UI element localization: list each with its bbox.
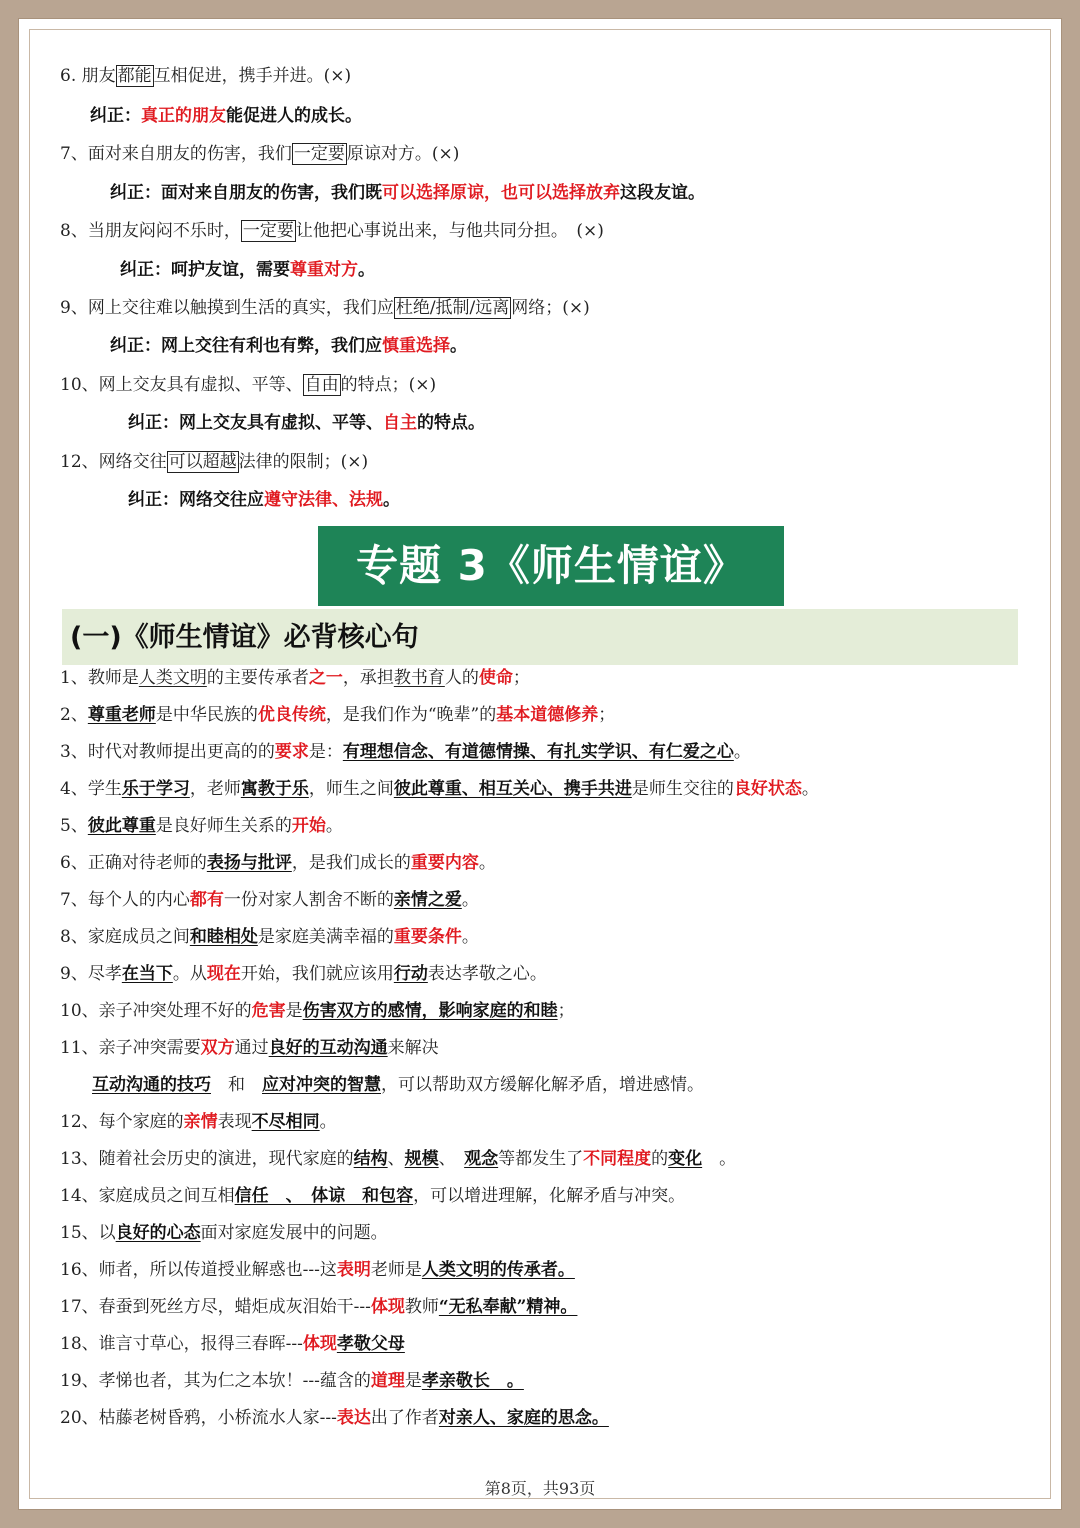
item-number: 11、 [60,1038,99,1058]
highlighted-term: 都有 [189,890,224,910]
underlined-key-term: 亲情之爱 [393,890,462,910]
sentence-text: 表达孝敬之心。 [427,964,547,984]
underlined-key-term: 尊重老师 [87,705,156,725]
underlined-key-term: 不尽相同 [251,1112,320,1132]
sentence-text: 老师是 [370,1260,422,1280]
core-sentence [60,851,496,875]
sentence-text: 是： [308,742,343,762]
sentence-text: 尽孝 [87,964,122,984]
sentence-text: 家庭成员之间 [87,927,190,947]
item-number: 20、 [60,1408,99,1428]
core-sentence [60,666,530,690]
boxed-error-word: 一定要 [293,144,345,164]
correction-label: 纠正： [120,260,171,280]
underlined-term: 人类文明 [138,668,207,688]
item-number: 1、 [60,668,88,688]
underlined-key-term: 行动 [393,964,428,984]
core-sentence [60,1406,609,1430]
statement-text: 的特点；(×) [340,375,437,395]
sentence-text: 亲子冲突处理不好的 [98,1001,252,1021]
item-number: 13、 [60,1149,99,1169]
underlined-key-term: 在当下 [121,964,173,984]
item-number: 12、 [60,1112,99,1132]
correction-key-phrase: 尊重对方 [290,260,358,280]
sentence-text: 是家庭美满幸福的 [257,927,394,947]
statement-text: 法律的限制；(×) [238,452,369,472]
sentence-text: 教师 [404,1297,439,1317]
sentence-text: 表现 [217,1112,252,1132]
underlined-key-term: 彼此尊重 [87,816,156,836]
core-sentence [60,703,615,727]
core-sentence [60,740,751,764]
highlighted-term: 基本道德修养 [496,705,599,725]
underlined-key-term: 孝敬父母 [336,1334,405,1354]
sentence-text: 来解决 [387,1038,439,1058]
core-sentence [60,1295,577,1319]
core-sentence [60,962,547,986]
section-heading: (一)《师生情谊》必背核心句 [62,609,1018,665]
core-sentence [60,777,819,801]
item-number: 8、 [60,927,88,947]
sentence-text: 学生 [87,779,122,799]
correction-line [128,488,400,512]
correction-text: 呵护友谊，需要 [171,260,290,280]
correction-line [128,411,485,435]
sentence-text: ； [512,668,530,688]
underlined-key-term: 人类文明的传承者。 [421,1260,575,1280]
highlighted-term: 重要条件 [393,927,462,947]
item-number: 7、 [60,890,88,910]
correction-text: 网络交往应 [179,490,264,510]
highlighted-term: 使命 [478,668,513,688]
sentence-text: 开始，我们就应该用 [240,964,394,984]
highlighted-term: 体现 [302,1334,337,1354]
correction-text: 。 [358,260,375,280]
statement-text: 朋友 [81,66,116,86]
item-number: 3、 [60,742,88,762]
underlined-key-term: 伤害双方的感情，影响家庭的和睦 [302,1001,558,1021]
item-number: 5、 [60,816,88,836]
item-number: 7、 [60,144,88,164]
core-sentence [60,999,575,1023]
highlighted-term: 之一 [308,668,343,688]
wrong-statement [60,373,436,397]
sentence-text: 枯藤老树昏鸦，小桥流水人家--- [98,1408,337,1428]
correction-label: 纠正： [110,183,161,203]
sentence-text: 随着社会历史的演进，现代家庭的 [98,1149,354,1169]
page-number: 第8页，共93页 [484,1479,596,1498]
sentence-text: 师者，所以传道授业解惑也---这 [98,1260,337,1280]
core-sentence [60,814,343,838]
correction-key-phrase: 真正的朋友 [141,106,226,126]
correction-label: 纠正： [110,336,161,356]
core-sentence [60,925,479,949]
core-sentence [60,1147,736,1171]
highlighted-term: 体现 [370,1297,405,1317]
underlined-key-term: 良好的互动沟通 [268,1038,388,1058]
wrong-statement [60,219,604,243]
item-number: 2、 [60,705,88,725]
underlined-term: 教书育 [393,668,445,688]
underlined-key-term: 结构 [353,1149,388,1169]
core-sentence [60,1221,388,1245]
sentence-text: 的主要传承者 [206,668,309,688]
sentence-text: 通过 [234,1038,269,1058]
highlighted-term: 开始 [291,816,326,836]
correction-key-phrase: 慎重选择 [382,336,450,356]
correction-label: 纠正： [128,413,179,433]
correction-line [90,104,362,128]
statement-text: 网上交往难以触摸到生活的真实，我们应 [87,298,394,318]
sentence-text: 亲子冲突需要 [98,1038,201,1058]
core-sentence [60,1258,575,1282]
underlined-key-term: 孝亲敬长 。 [421,1371,524,1391]
highlighted-term: 良好状态 [733,779,802,799]
correction-text: 的特点。 [417,413,485,433]
correction-label: 纠正： [128,490,179,510]
sentence-text: 是师生交往的 [631,779,734,799]
highlighted-term: 危害 [251,1001,286,1021]
highlighted-term: 道理 [370,1371,405,1391]
correction-line [120,258,375,282]
sentence-text: 。从 [172,964,207,984]
sentence-text: 是良好师生关系的 [155,816,292,836]
statement-text: 互相促进，携手并进。(×) [153,66,352,86]
highlighted-term: 要求 [274,742,309,762]
underlined-key-term: 互动沟通的技巧 [92,1075,211,1095]
correction-label: 纠正： [90,106,141,126]
sentence-text: 、 [387,1149,405,1169]
sentence-text: 教师是 [87,668,139,688]
highlighted-term: 表达 [336,1408,371,1428]
item-number: 4、 [60,779,88,799]
underlined-key-term: “无私奉献”精神。 [438,1297,578,1317]
highlighted-term: 双方 [200,1038,235,1058]
item-number: 8、 [60,221,88,241]
sentence-text: ，是我们作为“晚辈”的 [325,705,497,725]
sentence-text: 出了作者 [370,1408,439,1428]
underlined-key-term: 对亲人、家庭的思念。 [438,1408,609,1428]
sentence-text: ，是我们成长的 [291,853,411,873]
item-number: 18、 [60,1334,99,1354]
sentence-text: 等都发生了 [498,1149,584,1169]
item-number: 16、 [60,1260,99,1280]
highlighted-term: 重要内容 [410,853,479,873]
correction-text: 。 [450,336,467,356]
sentence-text: 。 [702,1149,737,1169]
item-number: 14、 [60,1186,99,1206]
item-number: 12、 [60,452,99,472]
underlined-key-term: 表扬与批评 [206,853,292,873]
correction-line [110,334,467,358]
boxed-error-word: 杜绝/抵制/远离 [395,298,510,318]
item-number: 19、 [60,1371,99,1391]
wrong-statement [60,450,368,474]
sentence-text: 是中华民族的 [155,705,258,725]
sentence-text: 正确对待老师的 [87,853,207,873]
underlined-key-term: 信任 、 体谅 和包容 [234,1186,414,1206]
statement-text: 原谅对方。(×) [346,144,460,164]
sentence-text: 。 [325,816,343,836]
sentence-text: 。 [733,742,751,762]
boxed-error-word: 可以超越 [168,452,237,472]
sentence-text: 是 [285,1001,303,1021]
statement-text: 面对来自朋友的伤害，我们 [87,144,292,164]
underlined-key-term: 规模 [404,1149,439,1169]
underlined-key-term: 乐于学习 [121,779,190,799]
wrong-statement [60,64,351,88]
highlighted-term: 优良传统 [257,705,326,725]
sentence-text: ； [557,1001,575,1021]
sentence-text: 每个家庭的 [98,1112,184,1132]
correction-text: 。 [383,490,400,510]
underlined-key-term: 有理想信念、有道德情操、有扎实学识、有仁爱之心 [342,742,734,762]
underlined-key-term: 观念 [464,1149,499,1169]
correction-text: 能促进人的成长。 [226,106,362,126]
sentence-text: 孝悌也者，其为仁之本欤！---蕴含的 [98,1371,371,1391]
underlined-key-term: 彼此尊重、相互关心、携手共进 [393,779,632,799]
sentence-text: ，师生之间 [308,779,394,799]
sentence-text: ，可以帮助双方缓解化解矛盾，增进感情。 [381,1075,704,1095]
sentence-text: 人的 [444,668,479,688]
item-number: 10、 [60,1001,99,1021]
core-sentence [60,888,479,912]
sentence-text: ，老师 [189,779,241,799]
sentence-text: 的 [651,1149,669,1169]
highlighted-term: 不同程度 [583,1149,652,1169]
boxed-error-word: 一定要 [242,221,294,241]
highlighted-term: 现在 [206,964,241,984]
sentence-text: 。 [478,853,496,873]
sentence-text: ，可以增进理解，化解矛盾与冲突。 [413,1186,686,1206]
core-sentence [60,1369,524,1393]
sentence-text: 。 [461,927,479,947]
item-number: 15、 [60,1223,99,1243]
sentence-text: 。 [461,890,479,910]
sentence-text: 、 [438,1149,465,1169]
correction-line [110,181,705,205]
item-number: 6. [60,66,82,86]
statement-text: 网络；(×) [511,298,590,318]
item-number: 17、 [60,1297,99,1317]
core-sentence [60,1184,685,1208]
sentence-text: ； [598,705,616,725]
sentence-text: 。 [801,779,819,799]
correction-key-phrase: 遵守法律、法规 [264,490,383,510]
statement-text: 当朋友闷闷不乐时， [87,221,241,241]
underlined-key-term: 变化 [668,1149,703,1169]
core-sentence [60,1036,439,1060]
correction-key-phrase: 可以选择原谅，也可以选择放弃 [382,183,620,203]
wrong-statement [60,296,590,320]
sentence-text: 以 [98,1223,116,1243]
boxed-error-word: 都能 [117,66,152,86]
item-number: 9、 [60,964,88,984]
sentence-text: 时代对教师提出更高的的 [87,742,275,762]
highlighted-term: 亲情 [183,1112,218,1132]
highlighted-term: 表明 [336,1260,371,1280]
underlined-key-term: 寓教于乐 [240,779,309,799]
correction-text: 网上交友具有虚拟、平等、 [179,413,383,433]
core-sentence [92,1073,704,1097]
sentence-text: 。 [319,1112,337,1132]
correction-key-phrase: 自主 [383,413,417,433]
sentence-text: 家庭成员之间互相 [98,1186,235,1206]
boxed-error-word: 自由 [304,375,339,395]
wrong-statement [60,142,459,166]
correction-text: 网上交往有利也有弊，我们应 [161,336,382,356]
item-number: 10、 [60,375,99,395]
sentence-text: 是 [404,1371,422,1391]
statement-text: 网上交友具有虚拟、平等、 [98,375,303,395]
item-number: 9、 [60,298,88,318]
sentence-text: ，承担 [342,668,394,688]
core-sentence [60,1110,337,1134]
underlined-key-term: 应对冲突的智慧 [262,1075,381,1095]
statement-text: 网络交往 [98,452,167,472]
statement-text: 让他把心事说出来，与他共同分担。 (×) [295,221,604,241]
underlined-key-term: 和睦相处 [189,927,258,947]
sentence-text: 一份对家人割舍不断的 [223,890,394,910]
correction-text: 面对来自朋友的伤害，我们既 [161,183,382,203]
core-sentence [60,1332,405,1356]
sentence-text: 谁言寸草心，报得三春晖--- [98,1334,303,1354]
sentence-text: 春蚕到死丝方尽，蜡炬成灰泪始干--- [98,1297,371,1317]
topic-banner: 专题 3《师生情谊》 [318,526,784,606]
sentence-text: 面对家庭发展中的问题。 [200,1223,388,1243]
underlined-key-term: 良好的心态 [115,1223,201,1243]
sentence-text: 每个人的内心 [87,890,190,910]
item-number: 6、 [60,853,88,873]
sentence-text: 和 [211,1075,262,1095]
correction-text: 这段友谊。 [620,183,705,203]
